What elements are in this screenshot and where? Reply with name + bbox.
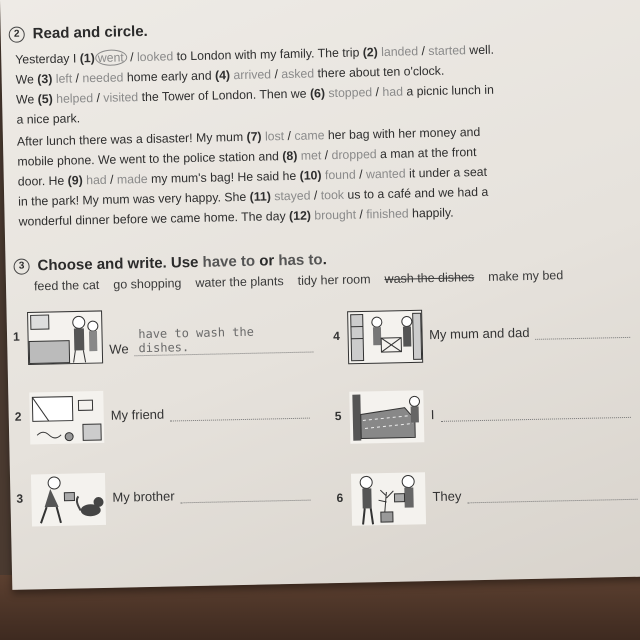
answer-option[interactable]: came (294, 128, 325, 143)
item-number: 2 (14, 409, 22, 424)
item-number: 6 (336, 490, 344, 506)
answer-field[interactable] (440, 403, 630, 422)
boy-feeding-cat-picture (30, 472, 107, 528)
section-3-number: 3 (13, 258, 29, 274)
item-sentence (432, 485, 637, 504)
item-subject: I (430, 406, 435, 423)
passage-text: us to a café and we had a (343, 184, 489, 202)
question-number: (1) (79, 51, 95, 66)
watering-plants-picture (350, 471, 427, 527)
answer-field[interactable]: have to wash the dishes. (134, 324, 313, 357)
item-number: 4 (332, 328, 340, 344)
answer-option[interactable]: landed (377, 44, 419, 60)
item-number: 5 (334, 408, 342, 424)
passage-text: / (355, 167, 367, 182)
passage-text: We (15, 92, 38, 107)
exercise-item-3 (16, 467, 317, 529)
item-subject: My friend (110, 406, 165, 423)
word-bank-item: water the plants (195, 274, 284, 290)
answer-option[interactable]: took (320, 187, 345, 203)
answer-option[interactable]: dropped (331, 147, 377, 163)
section-3-heading (13, 251, 327, 275)
item-number: 1 (12, 329, 20, 344)
item-sentence (111, 404, 311, 423)
exercise-item-4 (333, 305, 634, 367)
passage-text: / (270, 67, 282, 82)
item-sentence (429, 323, 631, 342)
answer-option[interactable]: needed (82, 70, 124, 86)
unmade-bed-picture (348, 389, 425, 445)
item-subject: My mum and dad (428, 324, 530, 343)
answer-option[interactable]: had (382, 84, 404, 100)
answer-option[interactable]: found (321, 167, 356, 183)
question-number: (4) (214, 68, 231, 83)
answer-field[interactable] (467, 485, 637, 504)
kitchen-dishes-picture (27, 310, 104, 366)
question-number: (5) (37, 91, 53, 107)
section-3-title-has-to: has to (278, 251, 323, 270)
question-number: (12) (288, 208, 312, 223)
answer-field[interactable] (170, 404, 310, 422)
passage-text: there about ten o'clock. (313, 63, 445, 81)
passage-text: / (321, 148, 332, 163)
word-bank-item-struck: wash the dishes (384, 270, 475, 287)
passage-text: well. (465, 42, 495, 58)
passage-text: / (310, 188, 321, 203)
question-number: (9) (67, 173, 83, 188)
exercise-item-1 (13, 306, 314, 368)
item-subject: We (109, 341, 129, 357)
circled-option[interactable]: went (95, 49, 127, 66)
passage-text: wonderful dinner before we came home. The day (18, 208, 290, 229)
passage-text: / (283, 128, 295, 144)
passage-text: a man at the front (376, 145, 477, 162)
question-number: (2) (362, 45, 378, 60)
exercise-item-6 (336, 467, 637, 529)
passage-paragraph-1 (15, 39, 522, 130)
answer-option[interactable]: had (82, 172, 107, 188)
passage-text: door. He (17, 173, 68, 189)
answer-option[interactable]: lost (261, 129, 285, 144)
word-bank-item: make my bed (488, 268, 564, 284)
answer-option[interactable]: left (52, 71, 73, 86)
passage-text: / (417, 44, 429, 59)
passage-text: We (15, 72, 38, 87)
passage-text: the Tower of London. Then we (138, 86, 311, 105)
answer-option[interactable]: made (116, 171, 148, 187)
section-3-title-part1: Choose and write. Use (37, 253, 203, 275)
section-3-title (37, 251, 327, 274)
question-number: (11) (249, 189, 271, 204)
item-sentence (431, 403, 631, 422)
question-number: (7) (246, 129, 262, 144)
answer-option[interactable]: asked (281, 66, 315, 82)
passage-text: / (106, 172, 118, 187)
supermarket-shopping-picture (347, 309, 424, 365)
answer-option[interactable]: stayed (270, 188, 311, 204)
passage-paragraph-2 (17, 121, 524, 232)
answer-option[interactable]: met (297, 148, 322, 163)
passage-text: / (372, 85, 383, 100)
exercise-item-5 (334, 385, 635, 447)
messy-bedroom-picture (28, 390, 105, 446)
question-number: (8) (282, 148, 298, 164)
exercise-item-2 (14, 386, 315, 448)
section-3-title-part2: or (254, 252, 279, 270)
item-sentence (109, 324, 314, 357)
answer-option[interactable]: stopped (324, 85, 373, 101)
passage-text: After lunch there was a disaster! My mum (16, 129, 247, 149)
section-3-title-have-to: have to (202, 252, 256, 271)
answer-field[interactable] (180, 486, 310, 504)
answer-option[interactable]: arrived (229, 67, 272, 83)
passage-text: mobile phone. We went to the police station and (17, 149, 283, 169)
passage-text: her bag with her money and (324, 124, 481, 143)
passage-text: / (72, 71, 83, 86)
section-2-heading (9, 23, 148, 43)
answer-option[interactable]: wanted (365, 166, 406, 182)
item-sentence (112, 486, 310, 505)
passage-text: / (126, 50, 138, 65)
word-bank-item: feed the cat (33, 277, 100, 294)
passage-text: a picnic lunch in (402, 82, 495, 99)
passage-text: / (355, 207, 367, 222)
passage-text: happily. (408, 205, 454, 221)
question-number: (6) (309, 86, 326, 101)
answer-field[interactable] (535, 323, 630, 340)
section-3-title-end: . (322, 251, 327, 269)
passage-text: a nice park. (16, 111, 81, 127)
item-subject: My brother (112, 488, 175, 505)
passage-text: in the park! My mum was very happy. She (18, 189, 250, 209)
item-number: 3 (16, 491, 24, 506)
answer-option[interactable]: looked (136, 49, 174, 65)
answer-option[interactable]: finished (366, 206, 409, 222)
passage-text: / (92, 90, 104, 106)
section-2-title: Read and circle. (32, 22, 148, 43)
section-2-number: 2 (9, 26, 25, 42)
item-subject: They (432, 488, 462, 505)
answer-option[interactable]: brought (310, 207, 357, 223)
answer-option[interactable]: visited (103, 90, 139, 105)
word-bank-item: go shopping (113, 276, 182, 292)
word-bank-item: tidy her room (297, 272, 371, 288)
answer-option[interactable]: started (428, 43, 467, 59)
passage-text: my mum's bag! He said he (147, 168, 300, 186)
passage-text: to London with my family. The trip (173, 45, 363, 64)
passage-text: home early and (123, 68, 216, 85)
passage-text: it under a seat (405, 164, 488, 181)
question-number: (10) (299, 168, 322, 183)
passage-text: Yesterday I (15, 51, 80, 67)
question-number: (3) (37, 71, 53, 87)
answer-option[interactable]: helped (52, 91, 94, 106)
